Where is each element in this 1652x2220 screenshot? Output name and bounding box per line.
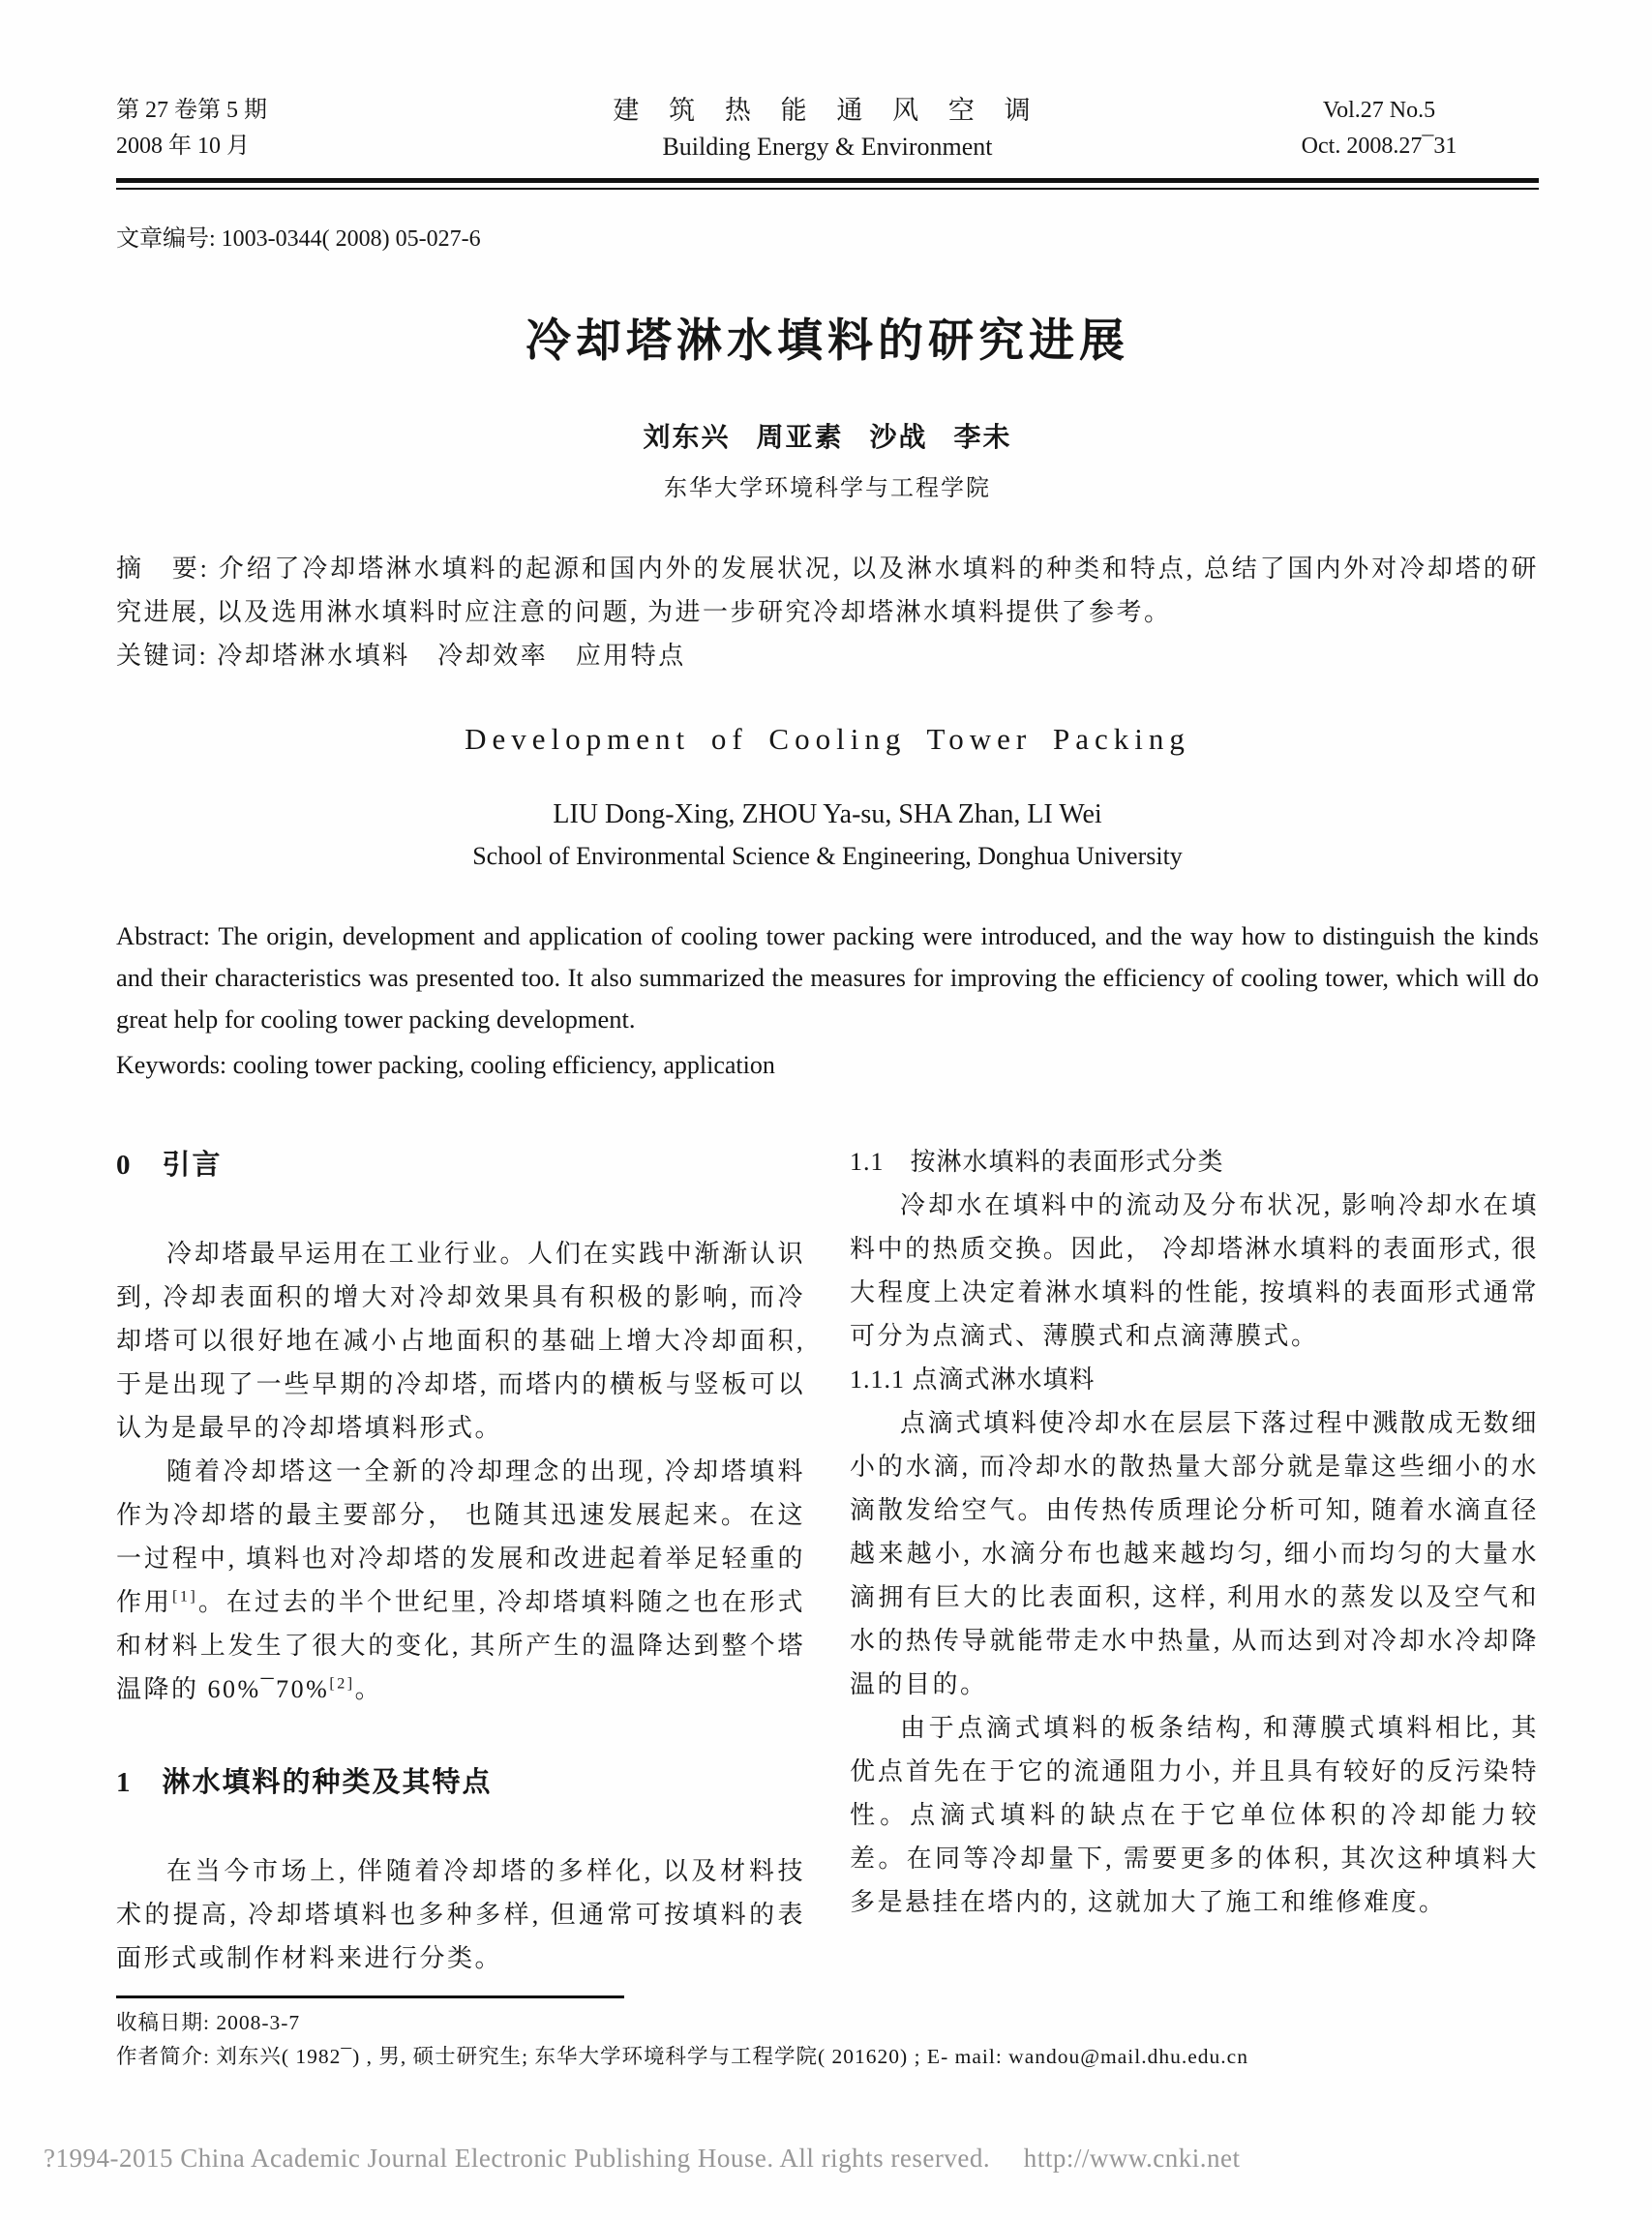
footnote-rule bbox=[116, 1995, 624, 1998]
abstract-cn: 摘 要: 介绍了冷却塔淋水填料的起源和国内外的发展状况, 以及淋水填料的种类和特点, 总结了国内外对冷却塔的研究进展, 以及选用淋水填料时应注意的问题, 为进一步研究冷却塔淋水填料提供了参考。 bbox=[116, 555, 1539, 626]
right-column bbox=[850, 1140, 1539, 1980]
body-paragraph: 由于点滴式填料的板条结构, 和薄膜式填料相比, 其优点首先在于它的流通阻力小, 并且具有较好的反污染特性。点滴式填料的缺点在于它单位体积的冷却能力较差。在同等冷却量下, 需要更多的体积, 其次这种填料大多是悬挂在塔内的, 这就加大了施工和维修难度。 bbox=[850, 1714, 1539, 1916]
header-issue-block bbox=[116, 93, 436, 165]
journal-title-cn: 建 筑 热 能 通 风 空 调 bbox=[613, 96, 1042, 125]
affiliation-en: School of Environmental Science & Engineering, Donghua University bbox=[472, 842, 1183, 870]
affiliation-cn: 东华大学环境科学与工程学院 bbox=[664, 476, 991, 501]
cnki-watermark: ?1994-2015 China Academic Journal Electronic Publishing House. All rights reserved. http://www.cnki.net bbox=[44, 2144, 1241, 2173]
subsection-heading-1-1-1: 1.1.1 点滴式淋水填料 bbox=[850, 1365, 1096, 1394]
body-paragraph: 冷却水在填料中的流动及分布状况, 影响冷却水在填料中的热质交换。因此， 冷却塔淋水填料的表面形式, 很大程度上决定着淋水填料的性能, 按填料的表面形式通常可分为点滴式、薄膜式和点滴薄膜式。 bbox=[850, 1191, 1539, 1350]
footnote-block bbox=[116, 1995, 1539, 2074]
authors-en: LIU Dong-Xing, ZHOU Ya-su, SHA Zhan, LI Wei bbox=[553, 799, 1102, 829]
journal-title-en: Building Energy & Environment bbox=[662, 133, 993, 161]
abstract-en: Abstract: The origin, development and application of cooling tower packing were introduced, and the way how to distinguish the kinds and their characteristics was presented too. It also summarized the measures for improving the efficiency of cooling tower, which will do great help for cooling tower packing development. bbox=[116, 921, 1539, 1034]
keywords-en: Keywords: cooling tower packing, cooling efficiency, application bbox=[116, 1051, 775, 1079]
header-journal-block bbox=[436, 93, 1219, 165]
journal-header bbox=[116, 0, 1539, 165]
body-paragraph: 在当今市场上, 伴随着冷却塔的多样化, 以及材料技术的提高, 冷却塔填料也多种多样, 但通常可按填料的表面形式或制作材料来进行分类。 bbox=[116, 1857, 805, 1972]
paper-title-cn: 冷却塔淋水填料的研究进展 bbox=[526, 316, 1129, 367]
subsection-heading-1-1: 1.1 按淋水填料的表面形式分类 bbox=[850, 1148, 1224, 1176]
header-volume-block bbox=[1219, 93, 1539, 165]
issue-date-en: Oct. 2008.27¯31 bbox=[1301, 134, 1457, 159]
body-paragraph: 随着冷却塔这一全新的冷却理念的出现, 冷却塔填料作为冷却塔的最主要部分， 也随其迅速发展起来。在这一过程中, 填料也对冷却塔的发展和改进起着举足轻重的作用[1]。在过去的半个世纪里, 冷却塔填料随之也在形式和材料上发生了很大的变化, 其所产生的温降达到整个塔温降的 60%¯70%[2]。 bbox=[116, 1457, 805, 1703]
left-column bbox=[116, 1140, 805, 1980]
volume-number-en: Vol.27 No.5 bbox=[1322, 98, 1436, 123]
issue-volume-cn: 第 27 卷第 5 期 bbox=[116, 98, 267, 123]
authors-cn: 刘东兴 周亚素 沙战 李未 bbox=[643, 423, 1012, 453]
body-columns bbox=[116, 1140, 1539, 1980]
body-paragraph: 点滴式填料使冷却水在层层下落过程中溅散成无数细小的水滴, 而冷却水的散热量大部分就是靠这些细小的水滴散发给空气。由传热传质理论分析可知, 随着水滴直径越来越小, 水滴分布也越来越均匀, 细小而均匀的大量水滴拥有巨大的比表面积, 这样, 利用水的蒸发以及空气和水的热传导就能带走水中热量, 从而达到对冷却水冷却降温的目的。 bbox=[850, 1409, 1539, 1698]
page-content bbox=[116, 0, 1539, 2074]
body-paragraph: 冷却塔最早运用在工业行业。人们在实践中渐渐认识到, 冷却表面积的增大对冷却效果具有积极的影响, 而冷却塔可以很好地在减小占地面积的基础上增大冷却面积, 于是出现了一些早期的冷却塔, 而塔内的横板与竖板可以认为是最早的冷却塔填料形式。 bbox=[116, 1240, 805, 1442]
keywords-cn: 关键词: 冷却塔淋水填料 冷却效率 应用特点 bbox=[116, 642, 686, 670]
issue-date-cn: 2008 年 10 月 bbox=[116, 134, 250, 159]
received-date: 收稿日期: 2008-3-7 bbox=[116, 2011, 301, 2034]
section-heading-1: 1 淋水填料的种类及其特点 bbox=[116, 1767, 493, 1798]
article-number: 文章编号: 1003-0344( 2008) 05-027-6 bbox=[116, 226, 481, 252]
paper-title-en: Development of Cooling Tower Packing bbox=[465, 722, 1190, 756]
author-bio: 作者简介: 刘东兴( 1982¯) , 男, 硕士研究生; 东华大学环境科学与工程学院( 201620) ; E- mail: wandou@mail.dhu.edu.cn bbox=[116, 2045, 1248, 2068]
section-heading-0: 0 引言 bbox=[116, 1150, 223, 1181]
header-double-rule bbox=[116, 178, 1539, 190]
